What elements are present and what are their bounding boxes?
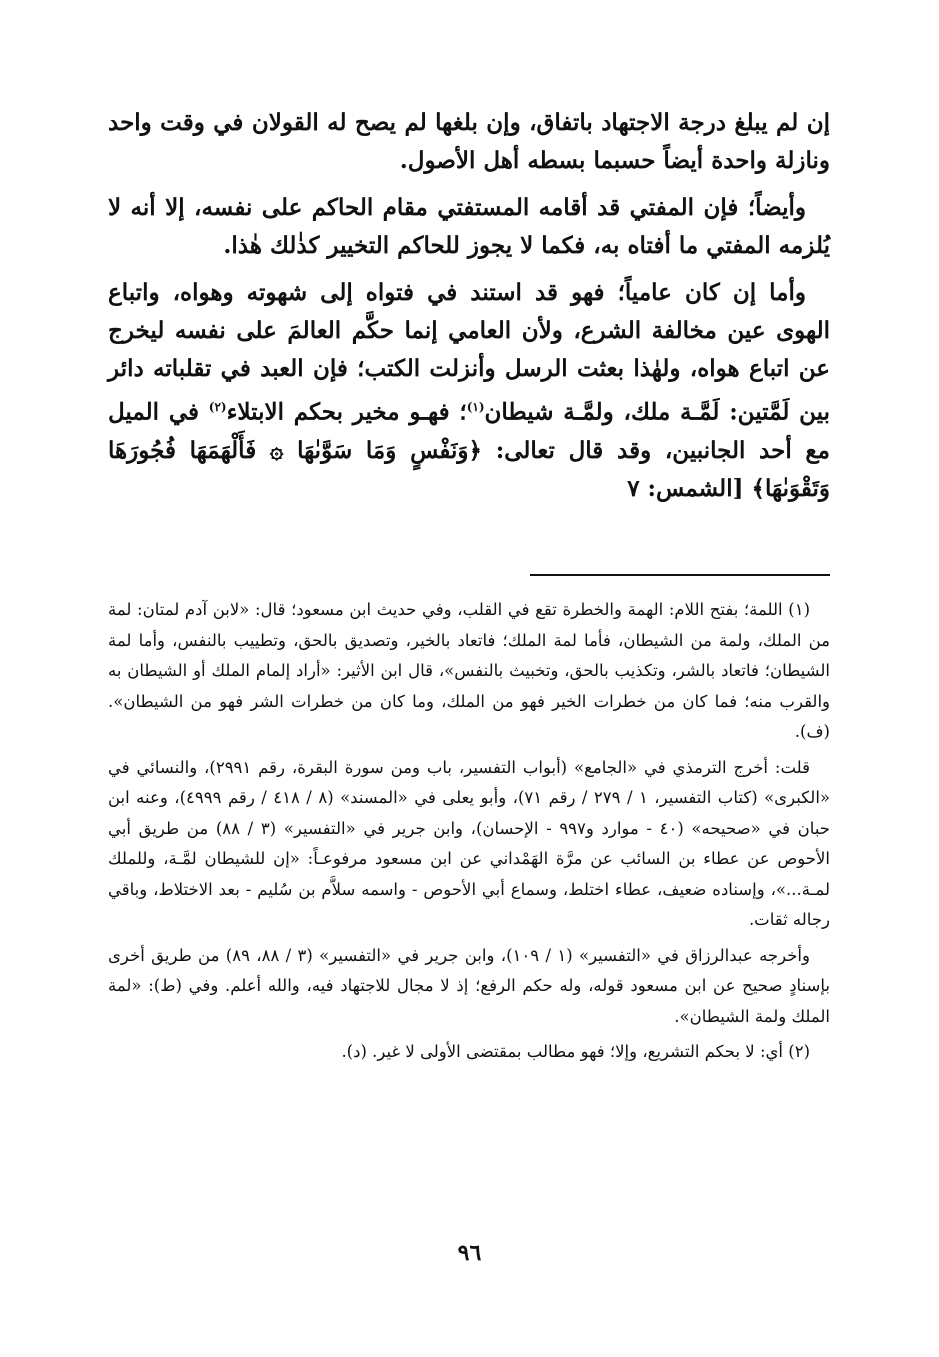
footnote-ref-1: (١) bbox=[466, 400, 485, 414]
paragraph-3-tail: في الميل مع أحد الجانبين، وقد قال تعالى: bbox=[108, 398, 830, 464]
paragraph-3-body: فهو قد استند في فتواه إلى شهوته وهواه، واتباع الهوى عين مخالفة الشرع، ولأن العامي إنما حكَّم العالمَ على نفسه ليخرج عن اتباع هواه، ولهٰذا بعثت الرسل وأنزلت الكتب؛ فإن العبد في تقلباته دائر بين لَمَّتين: لَمَّـة ملك، ولمَّـة شيطان bbox=[108, 279, 831, 426]
quran-verse: ﴿وَنَفْسٍ وَمَا سَوَّىٰهَا ۞ فَأَلْهَمَهَا فُجُورَهَا وَتَقْوَىٰهَا﴾ bbox=[108, 436, 830, 502]
footnote-ref-2: (٢) bbox=[208, 400, 227, 414]
footnote-separator bbox=[530, 574, 830, 576]
footnote-1: (١) اللمة؛ بفتح اللام: الهمة والخطرة تقع في القلب، وفي حديث ابن مسعود؛ قال: «لابن آدم لمتان: لمة من الملك، ولمة من الشيطان، فأما لمة الملك؛ فاتعاد بالخير، وتصديق بالحق، وتطييب بالنفس، وأما لمة الشيطان؛ فاتعاد بالشر، وتكذيب بالحق، وتخبيث بالنفس»، قال ابن الأثير: «أراد إلمام الملك أو الشيطان به والقرب منه؛ فما كان من خطرات الخير فهو من الملك، وما كان من خطرات الشر فهو من الشيطان». (ف). bbox=[108, 600, 830, 741]
footnote-2: (٢) أي: لا بحكم التشريع، وإلا؛ فهو مطالب بمقتضى الأولى لا غير. (د). bbox=[341, 1042, 810, 1061]
paragraph-3-mid: ؛ فهـو مخير بحكم الابتلاء bbox=[226, 398, 467, 426]
footnotes bbox=[108, 595, 830, 1073]
footnote-1-addendum: وأخرجه عبدالرزاق في «التفسير» (١ / ١٠٩)، وابن جرير في «التفسير» (٣ / ٨٨، ٨٩) من طريق أخرى بإسنادٍ صحيح عن ابن مسعود قوله، وله حكم الرفع؛ إذ لا مجال للاجتهاد فيه، والله أعلم. وفي (ط): «لمة الملك ولمة الشيطان». bbox=[108, 945, 830, 1026]
main-text bbox=[108, 104, 830, 517]
page-number: ٩٦ bbox=[457, 1240, 482, 1266]
paragraph-3-lead: وأما إن كان عامياً؛ bbox=[617, 279, 806, 306]
paragraph-1: إن لم يبلغ درجة الاجتهاد باتفاق، وإن بلغها لم يصح له القولان في وقت واحد ونازلة واحدة أيضاً حسبما بسطه أهل الأصول. bbox=[108, 109, 830, 174]
surah-reference: [الشمس: ٧ bbox=[627, 474, 744, 502]
paragraph-2: وأيضاً؛ فإن المفتي قد أقامه المستفتي مقام الحاكم على نفسه، إلا أنه لا يُلزمه المفتي ما أفتاه به، فكما لا يجوز للحاكم التخيير كذٰلك هٰذا. bbox=[108, 194, 830, 259]
footnote-1-takhrij: قلت: أخرج الترمذي في «الجامع» (أبواب التفسير، باب ومن سورة البقرة، رقم ٢٩٩١)، والنسائي في «الكبرى» (كتاب التفسير، ١ / ٢٧٩ / رقم ٧١)، وأبو يعلى في «المسند» (٨ / ٤١٨ / رقم ٤٩٩٩)، وعنه ابن حبان في «صحيحه» (٤٠ - موارد و٩٩٧ - الإحسان)، وابن جرير في «التفسير» (٣ / ٨٨) من طريق أبي الأحوص عن عطاء بن السائب عن مرَّة الهَمْداني عن ابن مسعود مرفوعـاً: «إن للشيطان لمَّـة، وللملك لمـة...»، وإسناده ضعيف، عطاء اختلط، وسماع أبي الأحوص - واسمه سلاَّم بن سُليم - بعد الاختلاط، وباقي رجاله ثقات. bbox=[108, 757, 830, 929]
paragraph-3 bbox=[108, 274, 830, 508]
